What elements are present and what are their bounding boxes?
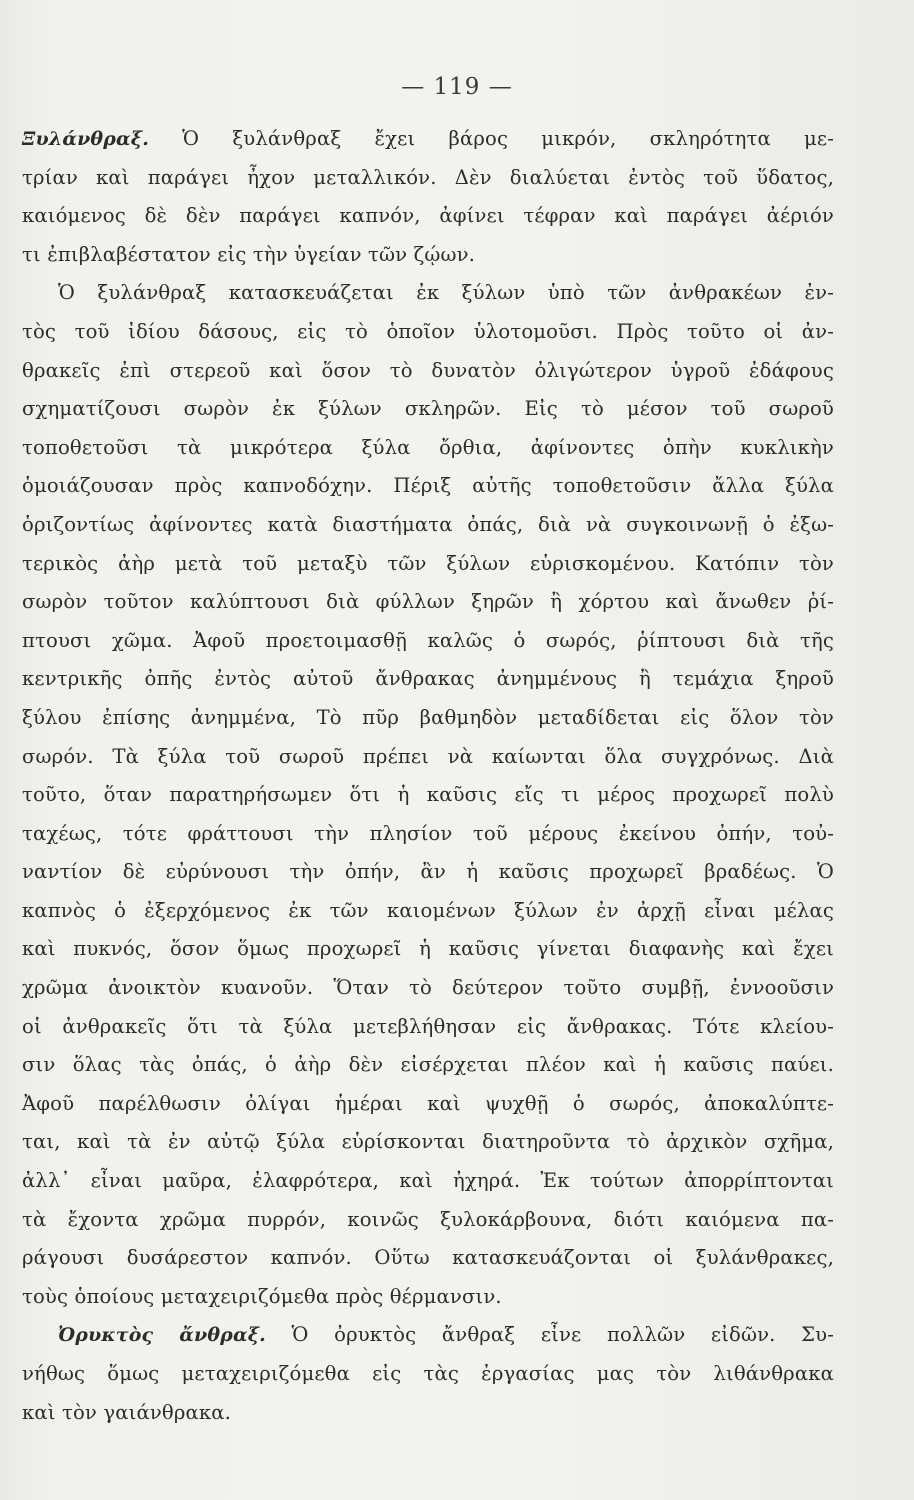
text-line: ὁριζοντίως ἀφίνοντες κατὰ διαστήματα ὀπάς, διὰ νὰ συγκοινωνῇ ὁ ἐξω- xyxy=(22,512,834,536)
text-line: καὶ πυκνός, ὅσον ὅμως προχωρεῖ ἡ καῦσις γίνεται διαφανὴς καὶ ἔχει xyxy=(22,937,834,961)
text-line xyxy=(22,1316,834,1355)
section-heading-xylanthrax: Ξυλάνθραξ. xyxy=(22,128,149,150)
text-line xyxy=(22,120,834,159)
text-line: σωρὸν τοῦτον καλύπτουσι διὰ φύλλων ξηρῶν ἢ χόρτου καὶ ἄνωθεν ῥί- xyxy=(22,590,834,614)
text-line: θρακεῖς ἐπὶ στερεοῦ καὶ ὅσον τὸ δυνατὸν ὀλιγώτερον ὑγροῦ ἐδάφους xyxy=(22,358,834,382)
text-line: κεντρικῆς ὀπῆς ἐντὸς αὐτοῦ ἄνθρακας ἀνημμένους ἢ τεμάχια ξηροῦ xyxy=(22,667,834,691)
text-line: τρίαν καὶ παράγει ἦχον μεταλλικόν. Δὲν διαλύεται ἐντὸς τοῦ ὕδατος, xyxy=(22,165,834,189)
text-line: τοποθετοῦσι τὰ μικρότερα ξύλα ὄρθια, ἀφίνοντες ὀπὴν κυκλικὴν xyxy=(22,435,834,459)
section-heading-oryktos-anthrax: Ὀρυκτὸς ἄνθραξ. xyxy=(58,1324,266,1347)
text-line: καιόμενος δὲ δὲν παράγει καπνόν, ἀφίνει τέφραν καὶ παράγει ἀέριόν xyxy=(22,204,834,228)
text-line: Ὁ ξυλάνθραξ κατασκευάζεται ἐκ ξύλων ὑπὸ τῶν ἀνθρακέων ἐν- xyxy=(58,281,834,305)
text-line: τερικὸς ἀὴρ μετὰ τοῦ μεταξὺ τῶν ξύλων εὑρισκομένου. Κατόπιν τὸν xyxy=(22,551,834,575)
text-line: καπνὸς ὁ ἐξερχόμενος ἐκ τῶν καιομένων ξύλων ἐν ἀρχῇ εἶναι μέλας xyxy=(22,898,834,922)
text-line: ναντίον δὲ εὐρύνουσι τὴν ὀπήν, ἂν ἡ καῦσις προχωρεῖ βραδέως. Ὁ xyxy=(22,860,834,884)
text-line: νήθως ὅμως μεταχειριζόμεθα εἰς τὰς ἐργασίας μας τὸν λιθάνθρακα xyxy=(22,1362,834,1385)
text-line: σιν ὅλας τὰς ὀπάς, ὁ ἀὴρ δὲν εἰσέρχεται πλέον καὶ ἡ καῦσις παύει. xyxy=(22,1053,834,1077)
text-line: οἱ ἀνθρακεῖς ὅτι τὰ ξύλα μετεβλήθησαν εἰς ἄνθρακας. Τότε κλείου- xyxy=(22,1014,834,1038)
text-line: τοῦτο, ὅταν παρατηρήσωμεν ὅτι ἡ καῦσις εἴς τι μέρος προχωρεῖ πολὺ xyxy=(22,783,834,807)
text-line: ἀλλ᾽ εἶναι μαῦρα, ἐλαφρότερα, καὶ ἠχηρά. Ἐκ τούτων ἀπορρίπτονται xyxy=(22,1169,834,1193)
line-text: Ὁ ξυλάνθραξ ἔχει βάρος μικρόν, σκληρότητα με- xyxy=(148,127,834,150)
line-text: Ὁ ὀρυκτὸς ἄνθραξ εἶνε πολλῶν εἰδῶν. Συ- xyxy=(265,1323,834,1347)
page-number: — 119 — xyxy=(401,74,513,100)
text-line: τὰ ἔχοντα χρῶμα πυρρόν, κοινῶς ξυλοκάρβουνα, διότι καιόμενα πα- xyxy=(22,1207,834,1231)
text-line: τι ἐπιβλαβέστατον εἰς τὴν ὑγείαν τῶν ζῴων. xyxy=(22,242,476,266)
text-line: ράγουσι δυσάρεστον καπνόν. Οὕτω κατασκευάζονται οἱ ξυλάνθρακες, xyxy=(22,1246,834,1270)
text-line: τοὺς ὁποίους μεταχειριζόμεθα πρὸς θέρμανσιν. xyxy=(22,1284,502,1308)
text-line: ξύλου ἐπίσης ἀνημμένα, Τὸ πῦρ βαθμηδὸν μεταδίδεται εἰς ὅλον τὸν xyxy=(22,705,834,729)
text-line: ὁμοιάζουσαν πρὸς καπνοδόχην. Πέριξ αὐτῆς τοποθετοῦσιν ἄλλα ξύλα xyxy=(22,474,834,498)
text-line: χρῶμα ἀνοικτὸν κυανοῦν. Ὅταν τὸ δεύτερον τοῦτο συμβῇ, ἐννοοῦσιν xyxy=(22,976,834,1000)
text-line: Ἀφοῦ παρέλθωσιν ὀλίγαι ἡμέραι καὶ ψυχθῇ ὁ σωρός, ἀποκαλύπτε- xyxy=(22,1091,834,1115)
text-line: τὸς τοῦ ἰδίου δάσους, εἰς τὸ ὁποῖον ὑλοτομοῦσι. Πρὸς τοῦτο οἱ ἀν- xyxy=(22,319,834,343)
text-line: ταχέως, τότε φράττουσι τὴν πλησίον τοῦ μέρους ἐκείνου ὀπήν, τοὐ- xyxy=(22,821,834,845)
text-line: καὶ τὸν γαιάνθρακα. xyxy=(22,1400,232,1424)
text-line: σχηματίζουσι σωρὸν ἐκ ξύλων σκληρῶν. Εἰς τὸ μέσον τοῦ σωροῦ xyxy=(22,397,834,421)
text-line: ται, καὶ τὰ ἐν αὐτῷ ξύλα εὑρίσκονται διατηροῦντα τὸ ἀρχικὸν σχῆμα, xyxy=(22,1130,834,1154)
body-text xyxy=(22,120,834,1432)
text-line: πτουσι χῶμα. Ἀφοῦ προετοιμασθῇ καλῶς ὁ σωρός, ῥίπτουσι διὰ τῆς xyxy=(22,628,834,652)
text-line: σωρόν. Τὰ ξύλα τοῦ σωροῦ πρέπει νὰ καίωνται ὅλα συγχρόνως. Διὰ xyxy=(22,744,834,768)
